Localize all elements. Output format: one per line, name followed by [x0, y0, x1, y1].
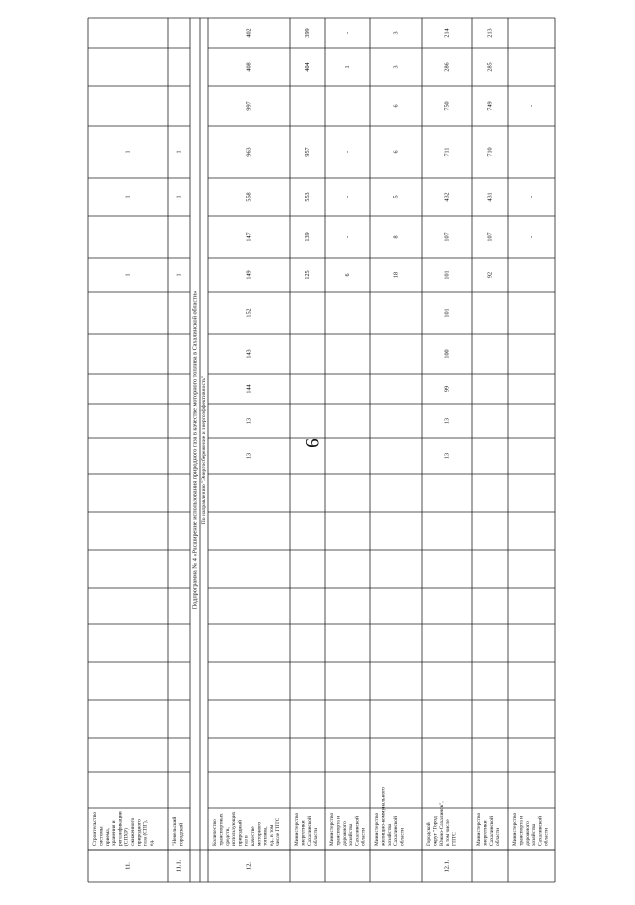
- table-cell: 8: [392, 235, 400, 239]
- row-label: природный: [237, 820, 244, 846]
- row-label: городской: [178, 822, 185, 846]
- table-cell: 1: [124, 195, 132, 199]
- table-cell: -: [344, 195, 351, 199]
- table-cell: 431: [486, 192, 494, 202]
- table-cell: 13: [443, 417, 451, 425]
- table-cell: 408: [245, 62, 253, 72]
- table-cell: 125: [304, 270, 311, 280]
- table-cell: 553: [304, 192, 311, 202]
- table-cell: 107: [443, 232, 451, 242]
- row-label: Сахалинской: [488, 816, 495, 846]
- table-cell: 13: [443, 452, 451, 460]
- table-cell: 1: [175, 195, 183, 199]
- row-label: Министерство: [294, 812, 301, 846]
- row-label: Министерство: [476, 812, 483, 846]
- table-cell: 285: [486, 62, 494, 72]
- table-cell: 92: [486, 271, 494, 279]
- table-cell: 1: [175, 150, 183, 154]
- table-cell: 1: [344, 65, 351, 69]
- row-label: Министерство: [374, 812, 381, 846]
- row-label: округ "Город: [432, 816, 439, 846]
- row-label: Сахалинской: [393, 816, 400, 846]
- row-label: области: [313, 827, 320, 846]
- table-cell: 6: [344, 273, 351, 277]
- table-cell: 711: [443, 147, 451, 157]
- table-cell: 3: [392, 65, 400, 69]
- table-cell: 1: [124, 150, 132, 154]
- row-number: 11.1.: [175, 859, 183, 873]
- row-label: хозяйства: [348, 823, 355, 846]
- row-number: 11.: [124, 862, 132, 870]
- table-cell: 1: [175, 273, 183, 277]
- row-label: энергетики: [482, 820, 489, 846]
- table-cell: 101: [443, 308, 451, 318]
- table-cell: 750: [443, 101, 451, 111]
- row-label: использующих: [231, 811, 238, 846]
- direction-title: По направлению "Энергосбережение и энергоэффективность": [201, 375, 207, 525]
- row-label: средств,: [224, 827, 231, 846]
- table-cell: 5: [392, 195, 400, 199]
- table-cell: 147: [245, 232, 253, 242]
- row-label: жилищно-коммунального: [380, 787, 387, 846]
- row-label: приема,: [104, 828, 111, 846]
- table-cell: 286: [443, 62, 451, 72]
- row-label: (СПХР): [123, 828, 130, 846]
- table-cell: 404: [304, 62, 311, 72]
- row-label: моторного: [256, 821, 263, 846]
- row-label: области: [360, 827, 367, 846]
- table-cell: 149: [245, 270, 253, 280]
- row-label: числе ГПТС: [275, 817, 282, 846]
- table-cell: 139: [304, 232, 311, 242]
- table-cell: -: [344, 150, 351, 154]
- row-number: 12.1.: [443, 859, 451, 873]
- row-label: системы: [98, 826, 105, 846]
- row-label: хранения и: [111, 820, 118, 846]
- row-label: Южно-Сахалинск",: [438, 801, 445, 846]
- row-label: топлива,: [262, 826, 269, 846]
- table-cell: 710: [486, 147, 494, 157]
- table-cell: 107: [486, 232, 494, 242]
- row-label: Сахалинской: [537, 816, 544, 846]
- table-cell: 144: [245, 384, 253, 394]
- row-label: хозяйства: [531, 823, 538, 846]
- table-cell: 6: [392, 104, 400, 108]
- table-cell: -: [344, 31, 351, 35]
- row-label: сжиженного: [129, 817, 136, 846]
- row-label: Министерство: [329, 812, 336, 846]
- row-label: "Невельский: [172, 816, 179, 846]
- row-label: транспорта и: [518, 815, 525, 846]
- row-label: дорожного: [341, 821, 348, 846]
- table-cell: 99: [443, 385, 451, 393]
- row-label: Строительство: [92, 811, 99, 846]
- table-cell: -: [344, 235, 351, 239]
- table-cell: 152: [245, 308, 253, 318]
- row-label: транспорта и: [335, 815, 342, 846]
- table-cell: -: [528, 235, 535, 239]
- row-label: дорожного: [524, 821, 531, 846]
- row-label: области: [543, 827, 550, 846]
- row-label: транспортных: [218, 813, 225, 846]
- table-cell: 3: [392, 31, 400, 35]
- table-cell: 1: [124, 273, 132, 277]
- table-cell: 100: [443, 349, 451, 359]
- row-label: Сахалинской: [306, 816, 313, 846]
- table-cell: 101: [443, 270, 451, 280]
- table-cell: 6: [392, 150, 400, 154]
- row-label: природного: [136, 819, 143, 846]
- table-cell: 957: [304, 147, 311, 157]
- row-label: ед., в том: [268, 824, 275, 846]
- table-cell: 399: [304, 28, 311, 38]
- row-label: в том числе: [445, 819, 452, 846]
- row-label: газа (СПГ),: [142, 819, 149, 846]
- row-label: хозяйства: [386, 823, 393, 846]
- row-label: газ в: [243, 835, 250, 846]
- table-cell: 13: [245, 452, 253, 460]
- table-cell: 997: [245, 101, 253, 111]
- table-cell: 963: [245, 147, 253, 157]
- row-label: ГПТС: [451, 832, 458, 846]
- table-cell: -: [528, 104, 535, 108]
- table-cell: 402: [245, 28, 253, 38]
- row-label: Сахалинской: [354, 816, 361, 846]
- row-label: Количество: [212, 819, 219, 846]
- row-label: энергетики: [300, 820, 307, 846]
- row-number: 12.: [245, 862, 253, 870]
- table-cell: 143: [245, 349, 253, 359]
- row-label: области: [495, 827, 502, 846]
- table-cell: 432: [443, 192, 451, 202]
- row-label: области: [399, 827, 406, 846]
- table-cell: 749: [486, 101, 494, 111]
- table-cell: 214: [443, 28, 451, 38]
- subprogram-title: Подпрограмма № 4 «Расширение использования природного газа в качестве моторного топлива в Сахалинской области»: [191, 290, 199, 610]
- row-label: Министерство: [512, 812, 519, 846]
- row-label: регазификации: [117, 811, 124, 846]
- table-cell: 213: [486, 28, 494, 38]
- page-number: 9: [300, 438, 322, 448]
- row-label: Городской: [426, 822, 433, 846]
- row-label: качестве: [249, 826, 256, 846]
- table-cell: 18: [392, 271, 400, 279]
- table-cell: -: [528, 195, 535, 199]
- table-cell: 558: [245, 192, 253, 202]
- table-cell: 13: [245, 417, 253, 425]
- row-label: ед.: [148, 839, 155, 846]
